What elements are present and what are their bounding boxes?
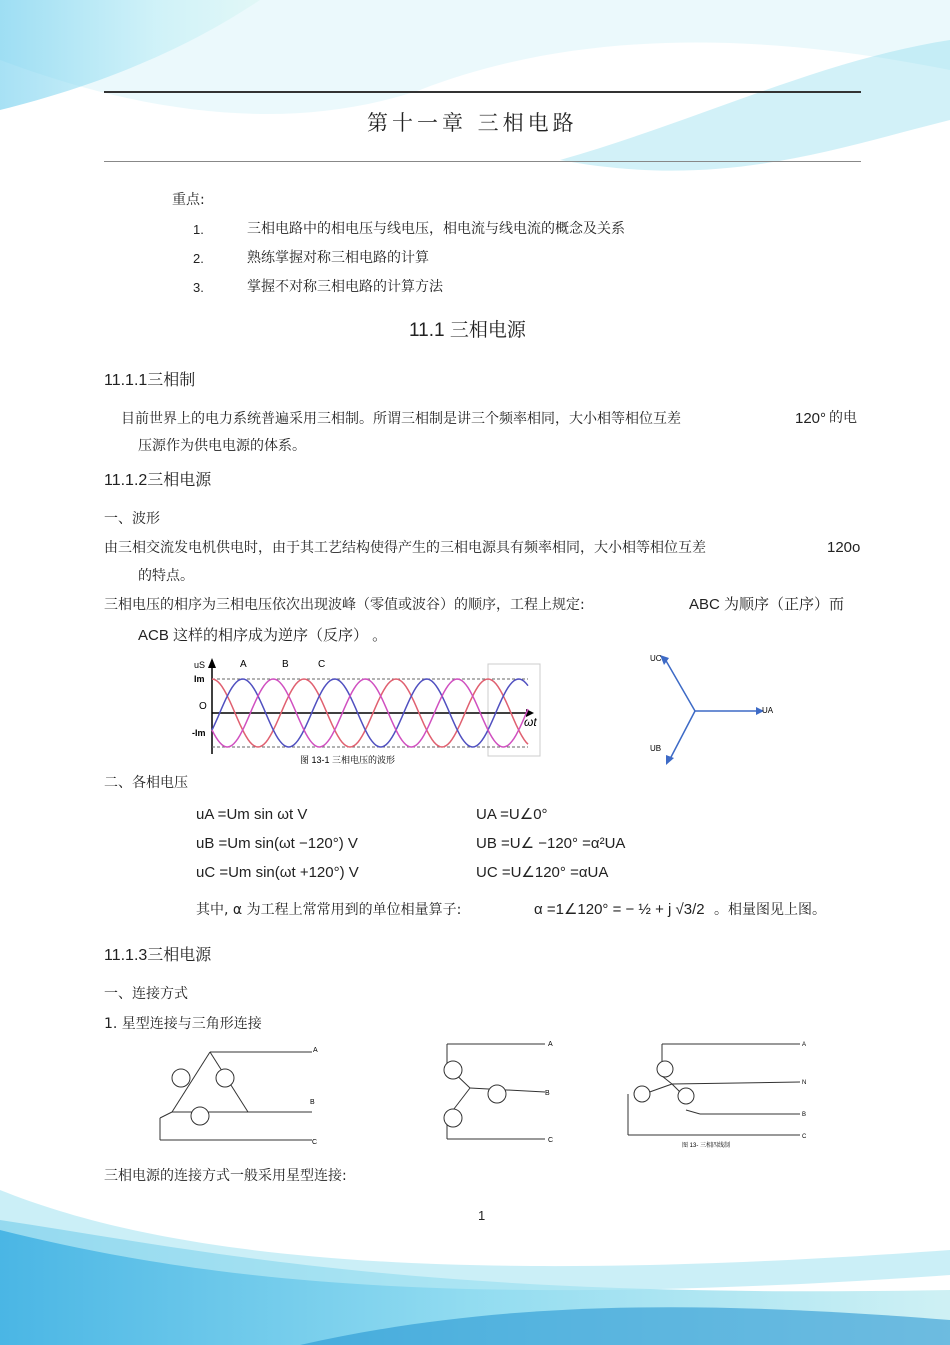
star-label-c: C [548,1137,554,1144]
key-point-1-num: 1. [193,222,204,237]
wave-phase-a: A [240,659,247,670]
phasor-diagram [640,645,790,770]
s1111-line1-tail: 的电 [829,410,857,426]
eq-ua-right: UA =U∠0° [476,806,548,823]
s1112-sub2: 二、各相电压 [104,775,188,791]
four-wire-label-a: A [802,1042,807,1048]
star-label-a: A [548,1041,553,1048]
s1112-p2-line2: ACB 这样的相序成为逆序（反序） 。 [138,627,388,644]
eq-ub-left: uB =Um sin(ωt −120°) V [196,835,358,852]
phasor-uc-label: UC [650,654,662,663]
four-wire-label-b: B [802,1112,807,1118]
heading-11-1-3: 11.1.3三相电源 [104,947,212,964]
four-wire-label-n: N [802,1080,807,1086]
wave-phase-c: C [318,659,326,670]
alpha-formula: α =1∠120° = − ½ + j √3/2 [534,901,705,918]
s1111-angle: 120° [795,410,827,427]
wave-phase-b: B [282,659,289,670]
star-label-b: B [545,1090,550,1097]
s1112-p2-abc: ABC 为顺序（正序）而 [689,596,845,613]
wave-origin: O [199,701,207,712]
eq-ub-right: UB =U∠ −120° =α²UA [476,835,626,852]
title-rule [104,161,861,162]
top-rule [104,91,861,93]
s1113-item1: 1. 星型连接与三角形连接 [104,1016,262,1032]
s1112-p2-line1: 三相电压的相序为三相电压依次出现波峰（零值或波谷）的顺序，工程上规定: [104,597,585,613]
delta-label-b: B [310,1099,315,1106]
key-point-2: 熟练掌握对称三相电路的计算 [247,250,429,266]
wave-y-label: uS [194,660,206,670]
delta-label-a: A [313,1047,318,1054]
s1113-last-line: 三相电源的连接方式一般采用星型连接: [104,1168,347,1184]
four-wire-figure [620,1036,815,1152]
alpha-tail: 。相量图见上图。 [714,902,826,918]
chapter-title: 第十一章 三相电路 [367,111,578,135]
key-point-2-num: 2. [193,251,204,266]
key-point-3: 掌握不对称三相电路的计算方法 [247,279,443,295]
key-points-label: 重点: [172,192,205,208]
four-wire-caption: 图 13- 三相四线制 [682,1143,731,1149]
star-connection-figure [425,1036,565,1146]
s1112-p1-line2: 的特点。 [138,568,194,584]
eq-ua-left: uA =Um sin ωt V [196,806,308,823]
four-wire-label-c: C [802,1134,807,1140]
eq-uc-right: UC =U∠120° =αUA [476,864,609,881]
delta-label-c: C [312,1139,318,1146]
s1112-sub1: 一、波形 [104,511,160,527]
wave-caption: 图 13-1 三相电压的波形 [300,755,396,765]
section-11-1-title: 11.1 三相电源 [409,320,526,341]
waveform-figure [188,656,548,768]
phasor-ua-label: UA [762,706,774,715]
wave-neg-im: -Im [192,728,206,738]
phasor-ub-label: UB [650,744,662,753]
key-point-1: 三相电路中的相电压与线电压，相电流与线电流的概念及关系 [247,221,625,237]
heading-11-1-2: 11.1.2三相电源 [104,472,212,489]
s1111-line2: 压源作为供电电源的体系。 [138,438,306,454]
wave-x-label: ωt [524,715,537,729]
key-point-3-num: 3. [193,280,204,295]
s1112-p1-line1: 由三相交流发电机供电时，由于其工艺结构使得产生的三相电源具有频率相同，大小相等相位互差 [104,540,706,556]
s1113-sub1: 一、连接方式 [104,986,188,1002]
delta-connection-figure [150,1040,330,1150]
s1111-line1: 目前世界上的电力系统普遍采用三相制。所谓三相制是讲三个频率相同，大小相等相位互差 [121,411,681,427]
s1112-p1-angle: 120o [827,539,861,556]
page-number: 1 [478,1208,486,1223]
eq-uc-left: uC =Um sin(ωt +120°) V [196,864,359,881]
wave-im: Im [194,674,205,684]
alpha-intro: 其中, α 为工程上常常用到的单位相量算子: [196,902,462,918]
heading-11-1-1: 11.1.1三相制 [104,372,196,389]
